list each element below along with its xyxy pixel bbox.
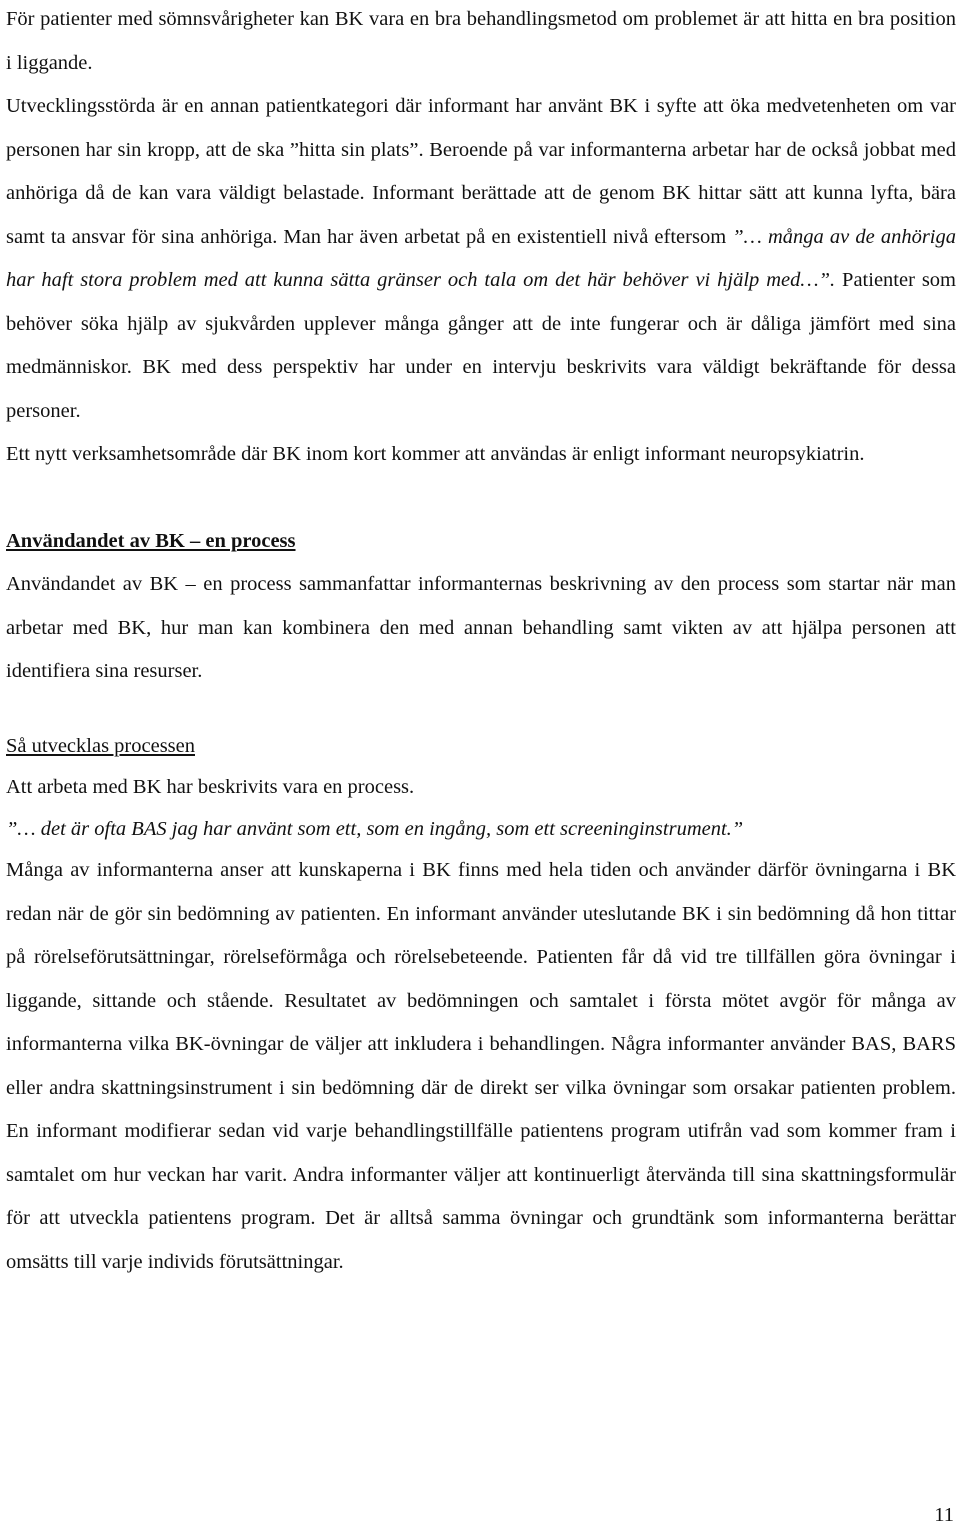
informant-quote-bas-text: ”… det är ofta BAS jag har använt som ett, som en ingång, som ett screeninginstrument.”	[6, 817, 744, 840]
paragraph-developmental-rest: Patienter som behöver söka hjälp av sjukvården upplever många gånger att de inte fungerar och är dåliga jämfört med sina medmänniskor. BK med dess perspektiv har under en intervju beskrivits vara väldigt bekräftande för dessa personer.	[6, 269, 956, 422]
subsection-body: Många av informanterna anser att kunskaperna i BK finns med hela tiden och använder därför övningarna i BK redan när de gör sin bedömning av patienten. En informant använder uteslutande BK i sin bedömning då hon tittar på rörelseförutsättningar, rörelseförmåga och rörelsebeteende. Patienten får då vid tre tillfällen göra övningar i liggande, sittande och stående. Resultatet av bedömningen och samtalet i första mötet avgör för många av informanterna vilka BK-övningar de väljer att inkludera i behandlingen. Några informanter använder BAS, BARS eller andra skattningsinstrument i sin bedömning där de direkt ser vilka övningar som orsakar patienten problem. En informant modifierar sedan vid varje behandlingstillfälle patientens program utifrån vad som kommer fram i samtalet om hur veckan har varit. Andra informanter väljer att kontinuerligt återvända till sina skattningsformulär för att utveckla patientens program. Det är alltså samma övningar och grundtänk som informanterna berättar omsätts till varje individs förutsättningar.	[6, 859, 956, 1273]
page-number: 11	[934, 1503, 954, 1526]
subsection-line: Att arbeta med BK har beskrivits vara en process.	[6, 776, 415, 798]
section-intro: Användandet av BK – en process sammanfattar informanternas beskrivning av den process som startar när man arbetar med BK, hur man kan kombinera den med annan behandling samt vikten av att hjälpa personen att identifiera sina resurser.	[6, 573, 956, 682]
paragraph-sleep: För patienter med sömnsvårigheter kan BK vara en bra behandlingsmetod om problemet är att hitta en bra position i liggande.	[6, 8, 956, 74]
paragraph-developmental	[6, 85, 956, 433]
subsection-heading: Så utvecklas processen	[6, 734, 195, 757]
document-page	[6, 0, 956, 1284]
informant-quote-bas	[6, 808, 956, 852]
paragraph-neuropsychiatry: Ett nytt verksamhetsområde där BK inom kort kommer att användas är enligt informant neuropsykiatrin.	[6, 443, 865, 465]
spacer	[6, 694, 956, 725]
spacer	[6, 477, 956, 520]
informant-quote-relatives: ”… många av de anhöriga har haft stora problem med att kunna sätta gränser och tala om det här behöver vi hjälp med…”.	[6, 225, 956, 291]
section-heading: Användandet av BK – en process	[6, 529, 296, 552]
paragraph-developmental-text: Utvecklingsstörda är en annan patientkategori där informant har använt BK i syfte att öka medvetenheten om var personen har sin kropp, att de ska ”hitta sin plats”. Beroende på var informanterna arbetar har de också jobbat med anhöriga då de kan vara väldigt belastade. Informant berättade att de genom BK hittar sätt att kunna lyfta, bära samt ta ansvar för sina anhöriga. Man har även arbetat på en existentiell nivå eftersom	[6, 95, 956, 248]
